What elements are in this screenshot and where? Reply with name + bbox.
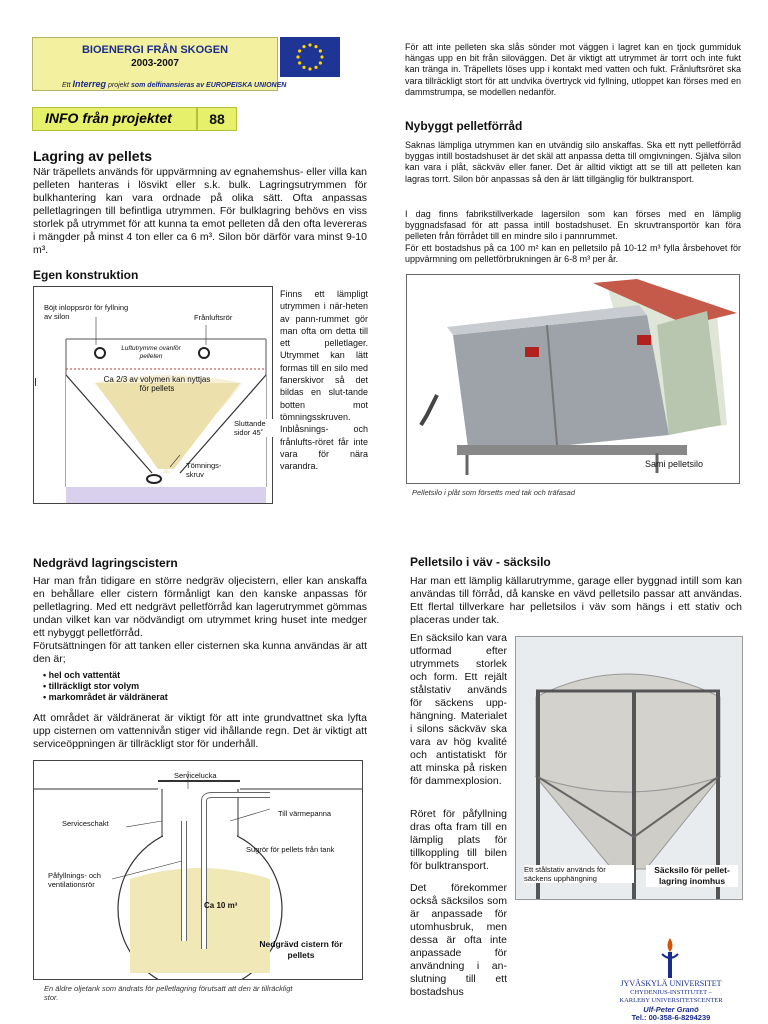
contact-name: Ulf-Peter Granö [643,1004,699,1014]
label-pafyllning: Påfyllnings- och ventilationsrör [48,871,101,889]
label-luftutrymme: Luftutrymme ovanför pelleten [121,345,181,360]
lagring-text: När träpellets används för uppvärmning av egnahemshus- eller villa kan pelleten hanteras i lösvikt eller s.k. bulk. Lagringsutrymmen för bulkhantering kan vara ordnade på olika sätt. Ofta anpassas pelletlagringen till befintliga utrymmen. För bulklagring behövs en viss storlek på utrymmet för att kunna ta emot pelleten då den ofta levereras i mängder på minst 4 ton eller ca 6 m³. Silon bör därför vara minst 9-10 m³. [33,166,367,256]
funding-prefix: Ett [62,82,71,89]
nybyggt-text-1: Saknas lämpliga utrymmen kan en utvändig silo anskaffas. Ska ett nytt pelletförråd byggas intill bostadshuset är det skäl att anpassa detta till omgivningen. Själva silon kan vara i plåt, säckväv eller faner. Det är alltid viktigt att se till att pelleten kan lagras torrt. Silon bör anpassas så den är lätt tillgänglig för bulktransport. [405,140,741,184]
nedgravd-text-3: Att området är väldränerat är viktigt för att inte grundvattnet ska lyfta upp cisternen om vattennivån stiger vid ihållande regn. Det är viktigt att serviceöppningen är tillräckligt stor för underhåll. [33,712,367,750]
sacksilo-text-3: Röret för påfyllning dras ofta fram till en lämplig plats för tillkoppling till bilen för bulktransport. [410,808,507,872]
interreg-word: Interreg [72,79,107,89]
silo-photo-caption: Pelletsilo i plåt som försetts med tak och träfasad [412,488,575,497]
label-till-varmepanna: Till värmepanna [278,809,332,818]
egen-text: Finns ett lämpligt utrymmen i när-heten av pann-rummet gör man ofta om detta till ett pelletlager. Utrymmet kan lätt formas till en silo med fanerskivor så det bildas en slut-tande botten mot tömningsskruven. Inblåsnings- och frånlufts-röret får inte vara för nära varandra. [280,289,368,472]
university-torch-icon [655,936,685,980]
silo-diagram [33,286,273,504]
requirement-item: • markområdet är väldränerat [43,692,333,703]
label-inlopp: Böjt inloppsrör för fyllning av silon [44,303,129,321]
requirement-item: • hel och vattentät [43,670,333,681]
nybyggt-title: Nybyggt pelletförråd [405,119,523,133]
sacksilo-text-4: Det förekommer också säcksilos som är anpassade för utomhusbruk, men dessa är ofta inte anpassade för användning i an-slutning till ett bostadshus [410,882,507,998]
nedgravd-text-1: Har man från tidigare en större nedgräv oljecistern, eller kan anskaffa en behållare eller cistern förmånligt kan den kanske anpassas för pelletlagring. Med ett nedgrävt pelletförråd kan lagerutrymmet gömmas undan vilket kan var nödvändigt om utrymmet kring huset inte medger ett nybyggt pelletförråd. [33,575,367,639]
label-volym: Ca 2/3 av volymen kan nyttjas för pellets [103,375,211,393]
label-franluft: Frånluftsrör [194,313,233,322]
label-ca-10: Ca 10 m³ [204,901,238,910]
uni-line-3: KARLEBY UNIVERSITETSCENTER [619,997,723,1004]
silo-photo-label: Sami pelletsilo [645,459,704,469]
cistern-diagram [33,760,363,980]
sacksilo-title: Pelletsilo i väv - säcksilo [410,555,551,569]
egen-title: Egen konstruktion [33,268,139,282]
sacksilo-photo [515,636,743,900]
contact-tel: Tel.: 00-358-6-8294239 [631,1013,711,1022]
margin-mark [35,378,36,386]
nybyggt-text-3: För ett bostadshus på ca 100 m² kan en pelletsilo på 10-12 m³ fylla årsbehovet för uppvärmning om pelletförbrukningen är 6-8 m³ per år. [405,243,741,265]
requirement-item: • tillräckligt stor volym [43,681,333,692]
university-block [606,980,736,1023]
funding-line [62,79,286,89]
uni-line-2: CHYDENIUS-INSTITUTET – [630,988,712,996]
label-cistern-title: Nedgrävd cistern för pellets [259,939,343,960]
silo-photo [406,274,740,484]
label-sugror: Sugrör för pellets från tank [246,845,335,854]
info-label: INFO från projektet [45,110,172,126]
requirements-list [33,670,333,703]
info-number: 88 [197,107,237,131]
funding-rest: som delfinansieras av EUROPEISKA UNIONEN [130,82,287,89]
cistern-caption: En äldre oljetank som ändrats för pelletlagring förutsatt att den är tillräckligt stor. [44,984,293,1002]
nedgravd-text-2: Förutsättningen för att tanken eller cisternen ska kunna användas är att den är; [33,640,367,665]
nedgravd-title: Nedgrävd lagringscistern [33,556,178,570]
nybyggt-text-2: I dag finns fabrikstillverkade lagersilon som kan förses med en lämplig byggnadsfasad för att passa intill bostadshuset. En skruvtransportör kan föra pelleten från förrådet till en mindre silo i pannrummet. [405,209,741,242]
banner-title: BIOENERGI FRÅN SKOGEN [81,44,229,56]
sacksilo-caption-left: Ett stålstativ används för säckens upphängning [524,865,634,883]
intro-text: För att inte pelleten ska slås sönder mot väggen i lagret kan en tjock gummiduk hängas upp en bit från siloväggen. Det är viktigt att utrymmet är torrt och inte fukt kan tränga in. Träpellets löses upp i kontakt med vatten och fukt. Frånluftsröret ska vara tillräckligt stort för att undvika övertryck vid fyllning, utloppet kan förses med en dammstrumpa, se modellen nedanför. [405,42,741,97]
label-serviceschakt: Serviceschakt [62,819,109,828]
label-sluttande: Sluttande sidor 45˚ [234,419,278,437]
uni-line-1: JYVÄSKYLÄ UNIVERSITET [620,979,722,988]
sacksilo-caption-right: Säcksilo för pellet-lagring inomhus [646,865,738,887]
funding-projekt: projekt [107,82,129,89]
info-label-box [32,107,197,131]
lagring-title: Lagring av pellets [33,148,153,164]
label-servicelucka: Servicelucka [174,771,217,780]
label-tomning: Tömnings-skruv [186,461,222,479]
sacksilo-text-1: Har man ett lämplig källarutrymme, garage eller byggnad intill som kan användas till förråd, då kanske en vävd pelletsilo passar att användas. Ett flertal tillverkare har pelletsilos i väv som hängs i ett stativ och placeras under tak. [410,575,742,626]
banner-years: 2003-2007 [131,58,179,69]
eu-flag-icon [280,37,340,77]
sacksilo-text-2: En säcksilo kan vara utformad efter utrymmets storlek och form. Ett rejält stålstativ används för säckens upp-hängning. Materialet i silons säckväv ska vara av hög kvalité och antistatiskt för att minska på risken för dammexplosion. [410,632,507,787]
